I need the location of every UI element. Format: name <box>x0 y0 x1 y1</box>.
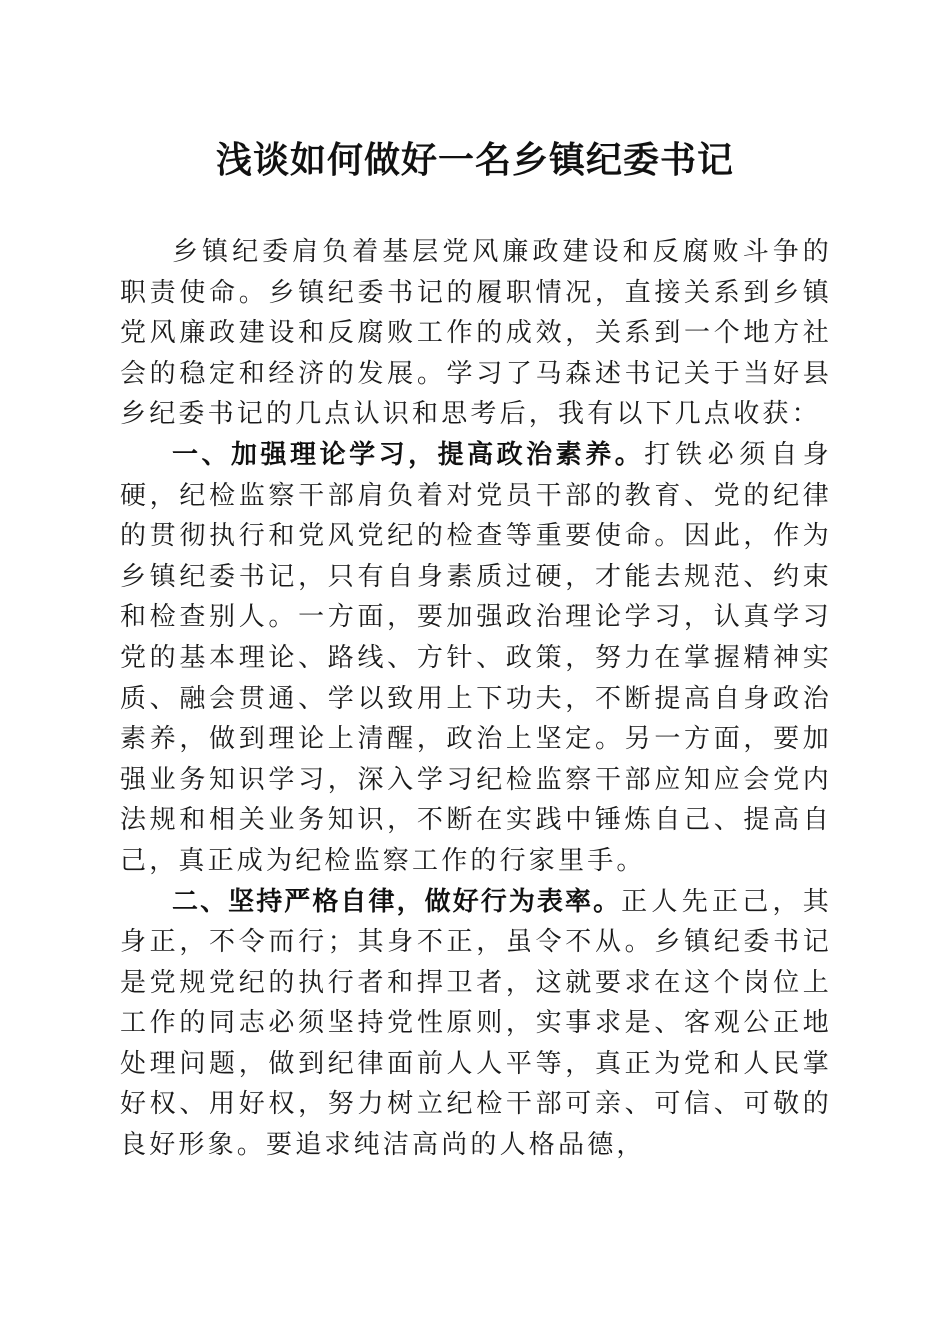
paragraph-section-2 <box>120 882 832 1166</box>
section-heading: 二、坚持严格自律，做好行为表率。 <box>172 886 622 917</box>
paragraph-intro <box>120 232 832 435</box>
paragraph-text: 打铁必须自身硬，纪检监察干部肩负着对党员干部的教育、党的纪律的贯彻执行和党风党纪的检查等重要使命。因此，作为乡镇纪委书记，只有自身素质过硬，才能去规范、约束和检查别人。一方面，要加强政治理论学习，认真学习党的基本理论、路线、方针、政策，努力在掌握精神实质、融会贯通、学以致用上下功夫，不断提高自身政治素养，做到理论上清醒，政治上坚定。另一方面，要加强业务知识学习，深入学习纪检监察干部应知应会党内法规和相关业务知识，不断在实践中锤炼自己、提高自己，真正成为纪检监察工作的行家里手。 <box>120 439 832 876</box>
paragraph-text: 乡镇纪委肩负着基层党风廉政建设和反腐败斗争的职责使命。乡镇纪委书记的履职情况，直接关系到乡镇党风廉政建设和反腐败工作的成效，关系到一个地方社会的稳定和经济的发展。学习了马森述书记关于当好县乡纪委书记的几点认识和思考后，我有以下几点收获： <box>120 237 832 430</box>
section-heading: 一、加强理论学习，提高政治素养。 <box>172 439 645 470</box>
paragraph-section-1 <box>120 435 832 882</box>
paragraph-text: 正人先正己，其身正，不令而行；其身不正，虽令不从。乡镇纪委书记是党规党纪的执行者和捍卫者，这就要求在这个岗位上工作的同志必须坚持党性原则，实事求是、客观公正地处理问题，做到纪律面前人人平等，真正为党和人民掌好权、用好权，努力树立纪检干部可亲、可信、可敬的良好形象。要追求纯洁高尚的人格品德， <box>120 886 832 1161</box>
document-body <box>120 232 832 1166</box>
document-title: 浅谈如何做好一名乡镇纪委书记 <box>215 139 734 181</box>
